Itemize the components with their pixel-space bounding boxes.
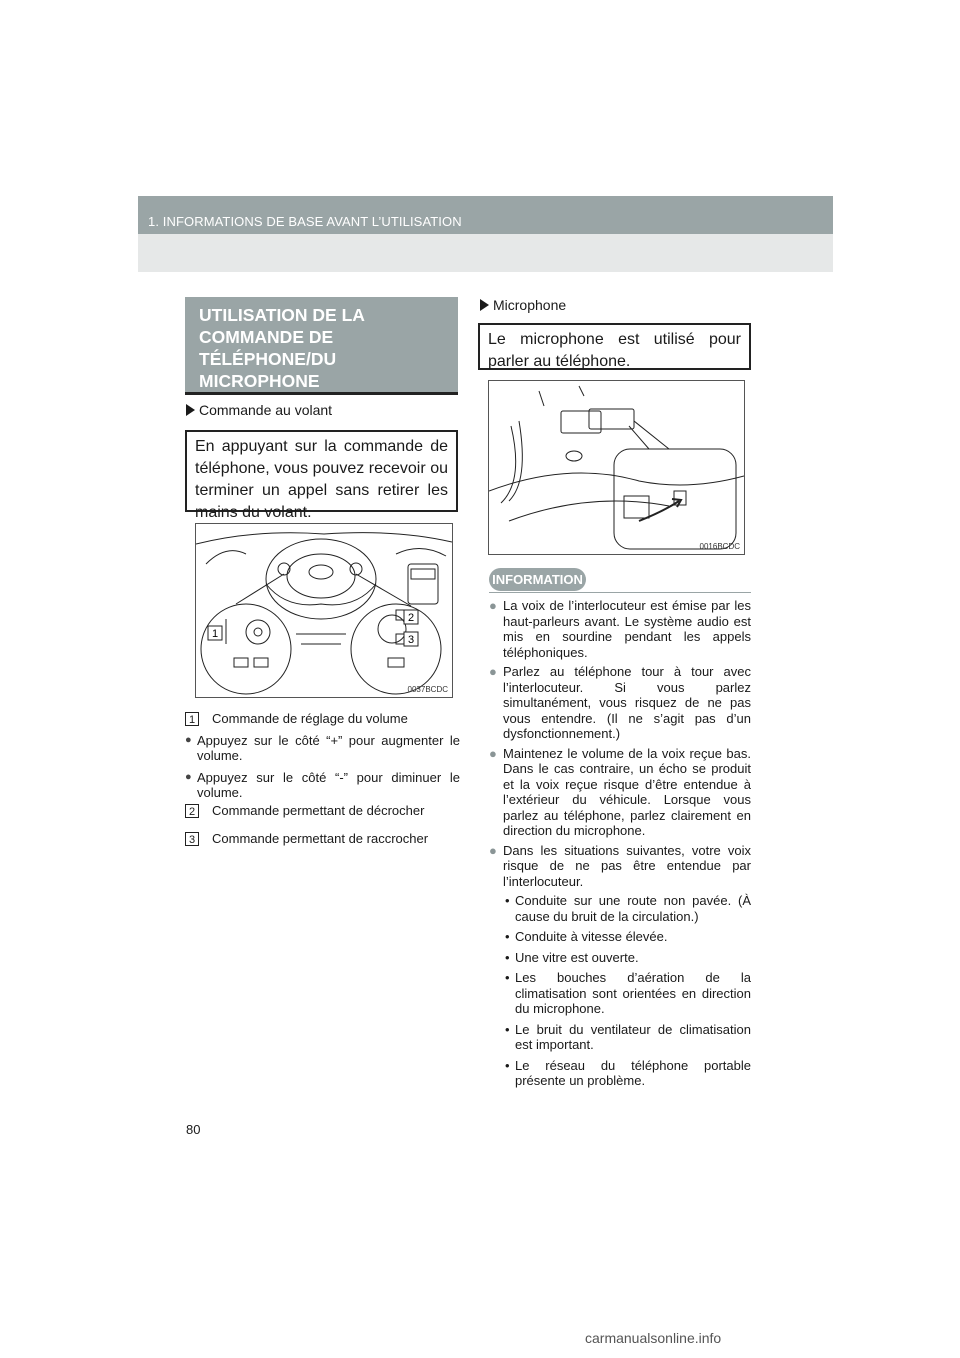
sub-list-item: • Conduite à vitesse élevée.	[505, 929, 668, 944]
item-3-label: Commande permettant de raccrocher	[212, 831, 429, 846]
list-item: ● Parlez au téléphone tour à tour avec l’interlocuteur. Si vous parlez simultanément, vous risquez de ne pas vous entendre. (Il ne s’agit pas d’un dysfonctionnement.)	[489, 664, 751, 741]
subheading-steering	[186, 402, 332, 418]
steering-wheel-figure	[195, 523, 453, 698]
sub-list-item: • Une vitre est ouverte.	[505, 949, 639, 965]
sub-list-item: • Le réseau du téléphone portable présente un problème.	[505, 1057, 751, 1088]
information-list	[489, 598, 751, 1094]
item-3	[185, 831, 428, 847]
number-badge-2: 2	[185, 804, 199, 818]
list-item: ● Dans les situations suivantes, votre voix risque de ne pas être entendue par l’interlocuteur.	[489, 842, 751, 889]
microphone-illustration	[489, 381, 744, 554]
subheading-microphone	[480, 297, 566, 313]
steering-wheel-illustration	[196, 524, 452, 697]
arrow-icon	[186, 404, 195, 416]
chapter-title: 1. INFORMATIONS DE BASE AVANT L’UTILISATION	[148, 214, 462, 229]
subheading-microphone-label: Microphone	[493, 297, 567, 313]
figure-callout-3: 3	[407, 634, 415, 646]
figure-code: 0037BCDC	[407, 685, 448, 694]
item-1	[185, 711, 460, 801]
list-item: ● Appuyez sur le côté “+” pour augmenter le volume.	[185, 732, 460, 763]
item-2-label: Commande permettant de décrocher	[212, 803, 425, 818]
sub-list-item: • Conduite sur une route non pavée. (À cause du bruit de la circulation.)	[505, 893, 751, 924]
arrow-icon	[480, 299, 489, 311]
number-badge-3: 3	[185, 832, 199, 846]
header-subband	[138, 234, 833, 272]
item-1-label: Commande de réglage du volume	[212, 711, 408, 726]
callout-microphone: Le microphone est utilisé pour parler au téléphone.	[478, 323, 751, 370]
list-item: ● Appuyez sur le côté “-” pour diminuer le volume.	[185, 769, 460, 800]
information-badge: INFORMATION	[489, 568, 586, 591]
figure-callout-1: 1	[211, 628, 219, 640]
item-2	[185, 803, 424, 819]
list-item: ● La voix de l’interlocuteur est émise par les haut-parleurs avant. Le système audio est mis en sourdine pendant les appels téléphoniques.	[489, 598, 751, 660]
number-badge-1: 1	[185, 712, 199, 726]
footer-watermark: carmanualsonline.info	[585, 1330, 722, 1346]
microphone-figure	[488, 380, 745, 555]
sub-list-item: • Les bouches d’aération de la climatisation sont orientées en direction du microphone.	[505, 970, 751, 1016]
section-title: UTILISATION DE LA COMMANDE DE TÉLÉPHONE/DU MICROPHONE	[199, 305, 365, 391]
callout-steering: En appuyant sur la commande de téléphone, vous pouvez recevoir ou terminer un appel sans retirer les mains du volant.	[185, 430, 458, 512]
subheading-steering-label: Commande au volant	[199, 402, 333, 418]
list-item: ● Maintenez le volume de la voix reçue bas. Dans le cas contraire, un écho se produit et la voix reçue risque d’être entendue à l’extérieur du véhicule. Lorsque vous parlez au téléphone, parlez clairement en direction du microphone.	[489, 745, 751, 838]
figure-code: 0016BCDC	[699, 542, 740, 551]
page-number: 80	[186, 1122, 201, 1137]
sub-list-item: • Le bruit du ventilateur de climatisation est important.	[505, 1021, 751, 1052]
information-rule	[489, 592, 751, 593]
figure-callout-2: 2	[407, 612, 415, 624]
